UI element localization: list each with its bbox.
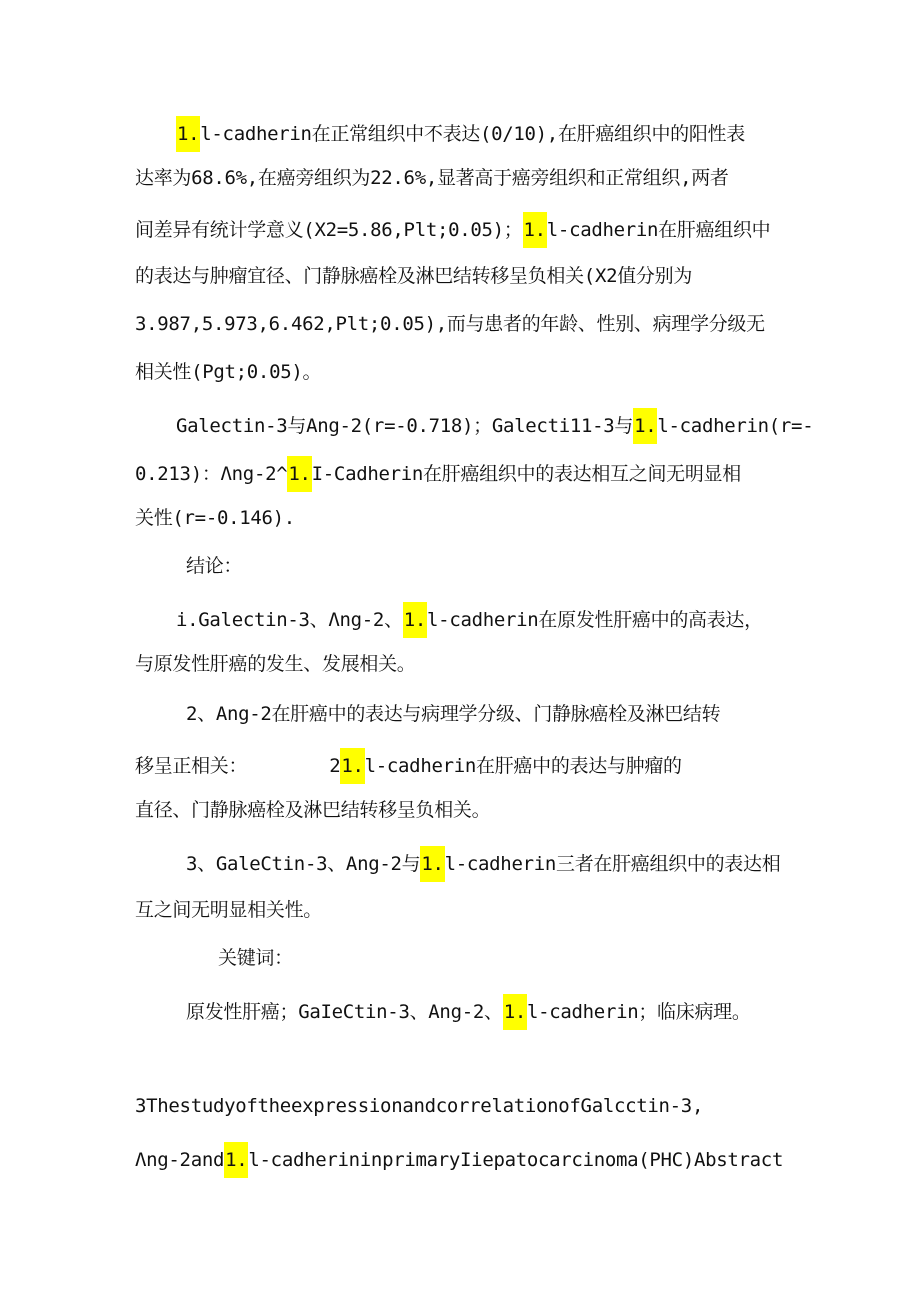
text-run: 2、Ang-2在肝癌中的表达与病理学分级、门静脉癌栓及淋巴结转 bbox=[186, 703, 721, 725]
text-run: 移呈正相关： bbox=[135, 755, 248, 777]
keywords-heading bbox=[218, 944, 293, 972]
text-run: 间差异有统计学意义(X2=5.86,Plt;0.05)； bbox=[135, 219, 523, 241]
paragraph-line bbox=[135, 796, 490, 824]
highlight-mark: 1. bbox=[633, 408, 657, 444]
paragraph-line bbox=[176, 602, 763, 638]
text-run: 0.213)：Λng-2^ bbox=[135, 463, 288, 485]
highlight-mark: 1. bbox=[420, 846, 444, 882]
text-run: 原发性肝癌；GaIeCtin-3、Ang-2、 bbox=[186, 1001, 503, 1023]
text-run: 互之间无明显相关性。 bbox=[135, 899, 323, 921]
paragraph-line bbox=[176, 116, 745, 152]
english-title-line bbox=[135, 1092, 703, 1120]
text-run: l-cadherin在肝癌中的表达与肿瘤的 bbox=[364, 755, 682, 777]
text-run: l-cadherin三者在肝癌组织中的表达相 bbox=[444, 853, 781, 875]
text-run: 达率为68.6%,在癌旁组织为22.6%,显著高于癌旁组织和正常组织,两者 bbox=[135, 167, 729, 189]
paragraph-line bbox=[186, 846, 780, 882]
text-run: Λng-2and bbox=[135, 1149, 225, 1171]
highlight-mark: 1. bbox=[176, 116, 200, 152]
text-run: 3ThestudyoftheexpressionandcorrelationofGalcctin-3, bbox=[135, 1095, 704, 1117]
paragraph-line bbox=[135, 748, 682, 784]
paragraph-line bbox=[135, 212, 770, 248]
text-run: i.Galectin-3、Λng-2、 bbox=[176, 609, 403, 631]
text-run: 关性(r=-0.146). bbox=[135, 507, 295, 529]
text-run: l-cadherin在原发性肝癌中的高表达， bbox=[427, 609, 763, 631]
highlight-mark: 1. bbox=[503, 994, 527, 1030]
text-run: l-cadherin(r=- bbox=[657, 415, 814, 437]
paragraph-line bbox=[135, 310, 765, 338]
highlight-mark: 1. bbox=[287, 456, 311, 492]
heading-text: 关键词： bbox=[218, 947, 293, 969]
highlight-mark: 1. bbox=[403, 602, 427, 638]
paragraph-line bbox=[135, 456, 741, 492]
highlight-mark: 1. bbox=[340, 748, 364, 784]
text-run: l-cadherin在肝癌组织中 bbox=[546, 219, 771, 241]
text-run: 直径、门静脉癌栓及淋巴结转移呈负相关。 bbox=[135, 799, 491, 821]
text-run: Galectin-3与Ang-2(r=-0.718)；Galecti11-3与 bbox=[176, 415, 634, 437]
english-title-line bbox=[135, 1142, 783, 1178]
text-run: 相关性(Pgt;0.05)。 bbox=[135, 361, 322, 383]
text-run: I-Cadherin在肝癌组织中的表达相互之间无明显相 bbox=[311, 463, 741, 485]
text-run: l-cadherininprimaryIiepatocarcinoma(PHC)Abstract bbox=[248, 1149, 784, 1171]
paragraph-line bbox=[135, 896, 322, 924]
paragraph-line bbox=[135, 164, 729, 192]
paragraph-line bbox=[135, 262, 692, 290]
heading-text: 结论： bbox=[186, 555, 243, 577]
text-run: 3、GaleCtin-3、Ang-2与 bbox=[186, 853, 421, 875]
text-run: 2 bbox=[329, 755, 341, 777]
conclusion-heading bbox=[186, 552, 242, 580]
keywords-line bbox=[186, 994, 751, 1030]
text-run: 的表达与肿瘤宜径、门静脉癌栓及淋巴结转移呈负相关(X2值分别为 bbox=[135, 265, 693, 287]
highlight-mark: 1. bbox=[523, 212, 547, 248]
text-run: l-cadherin在正常组织中不表达(0/10),在肝癌组织中的阳性表 bbox=[200, 123, 745, 145]
highlight-mark: 1. bbox=[224, 1142, 248, 1178]
paragraph-line bbox=[176, 408, 813, 444]
paragraph-line bbox=[135, 650, 416, 678]
text-run: 3.987,5.973,6.462,Plt;0.05),而与患者的年龄、性别、病理学分级无 bbox=[135, 313, 765, 335]
text-run: 与原发性肝癌的发生、发展相关。 bbox=[135, 653, 416, 675]
paragraph-line bbox=[135, 504, 295, 532]
paragraph-line bbox=[135, 358, 321, 386]
text-run: l-cadherin；临床病理。 bbox=[526, 1001, 751, 1023]
paragraph-line bbox=[186, 700, 720, 728]
